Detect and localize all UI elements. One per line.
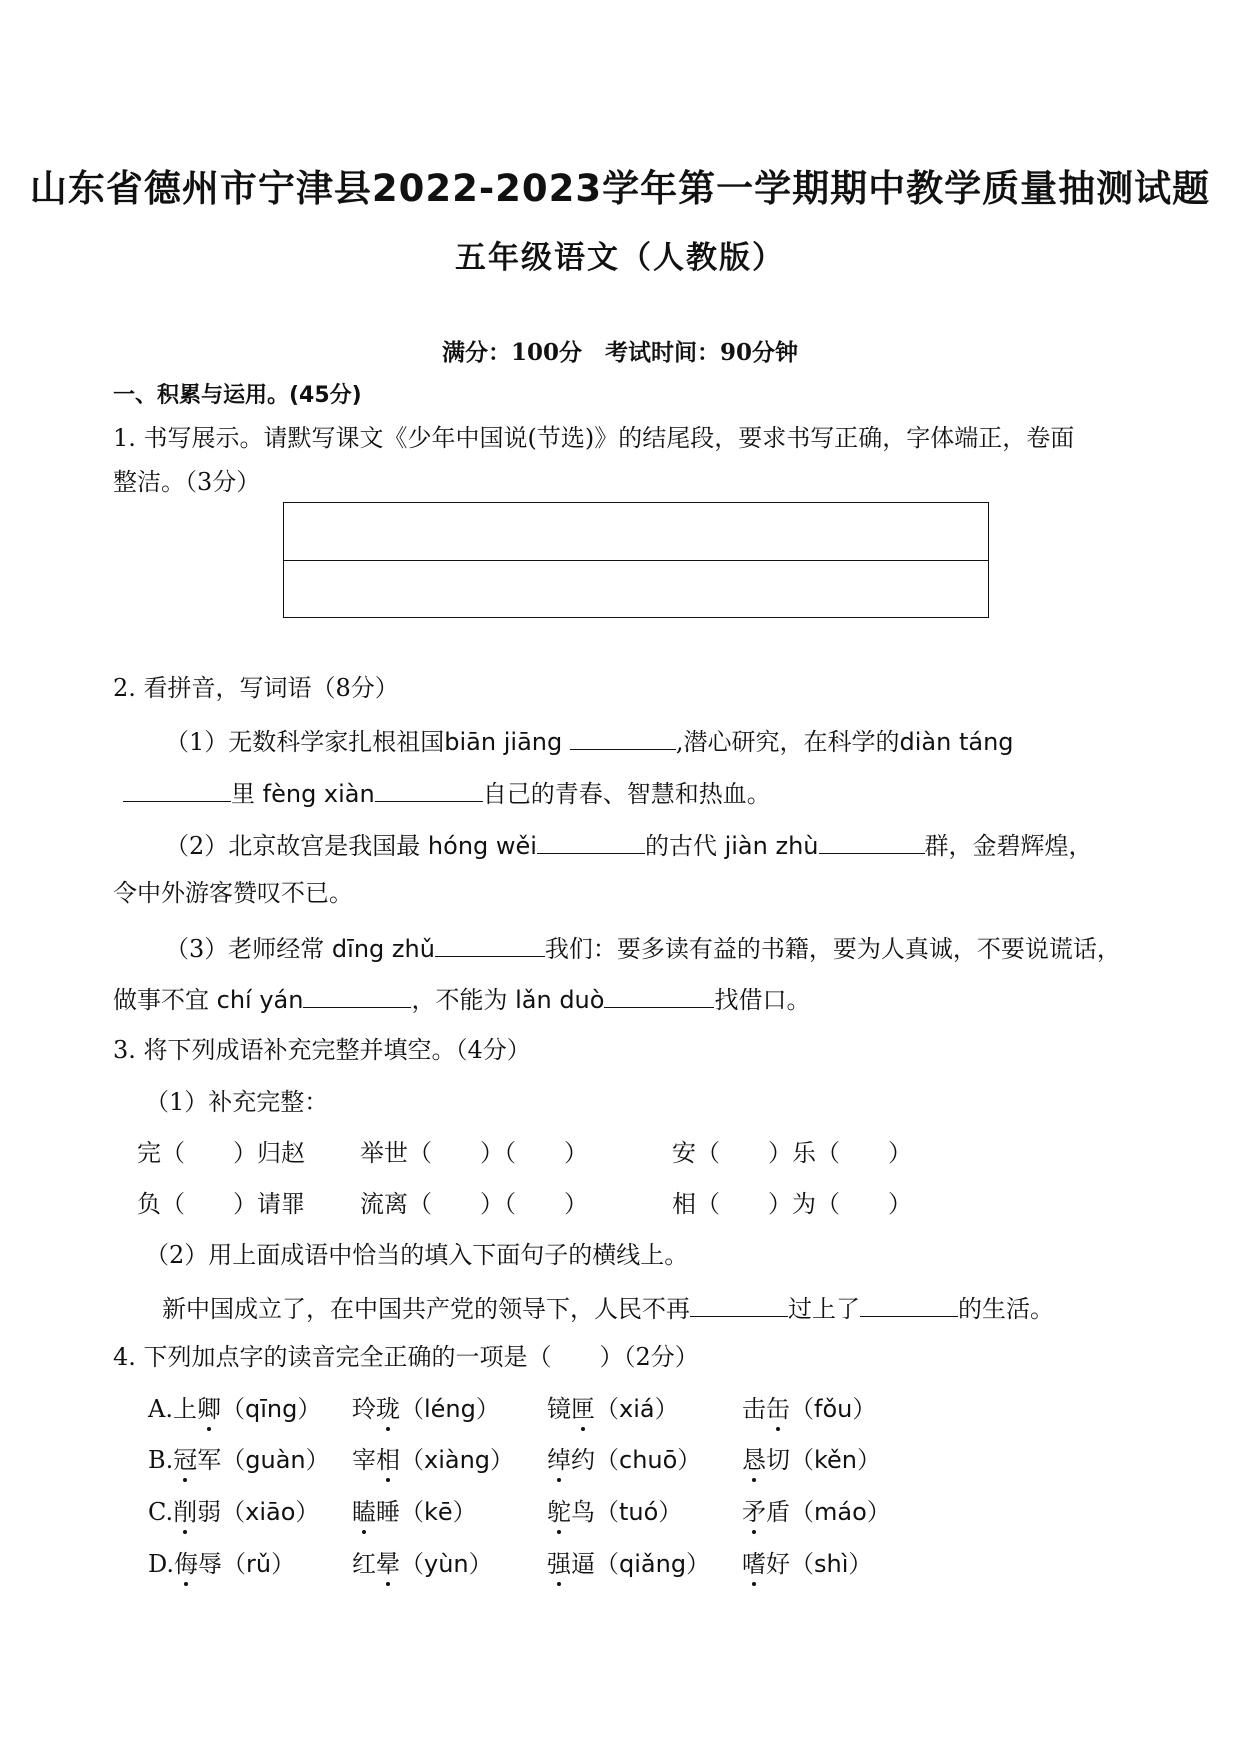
pinyin: （xiá） <box>595 1395 679 1423</box>
answer-blank[interactable] <box>690 1290 788 1317</box>
q1-line2: 整洁。（3分） <box>113 468 261 496</box>
q2-s2-line1 <box>165 827 1093 862</box>
q4-option-c-item <box>148 1496 319 1528</box>
text: 我们：要多读有益的书籍，要为人真诚，不要说谎话， <box>544 935 1121 963</box>
pinyin: （chuō） <box>595 1446 702 1474</box>
option-label[interactable]: D. <box>148 1550 175 1578</box>
word-char: 鸟 <box>571 1498 595 1526</box>
word-char: 逼 <box>571 1550 595 1578</box>
q4-option-b-item <box>547 1444 701 1476</box>
q4-option-d-item <box>148 1548 295 1580</box>
pinyin: （xiàng） <box>400 1446 515 1474</box>
text: （3）老师经常 <box>165 935 325 963</box>
q2-s3-line1 <box>165 930 1121 965</box>
q2-s3-line2 <box>113 981 810 1016</box>
word-char: 红 <box>352 1550 376 1578</box>
q4-option-a-item <box>547 1393 679 1425</box>
text: 做事不宜 <box>113 986 209 1014</box>
pinyin: dīng zhǔ <box>331 935 435 963</box>
word-char: 约 <box>571 1446 595 1474</box>
dotted-char: 卿 <box>196 1395 221 1423</box>
text: 群，金碧辉煌， <box>924 832 1093 860</box>
text: 过上了 <box>788 1295 860 1323</box>
q3-stem: 3. 将下列成语补充完整并填空。（4分） <box>113 1036 531 1064</box>
answer-blank[interactable] <box>570 723 676 750</box>
idiom-item: 相（ ）为（ ） <box>672 1190 912 1218</box>
dotted-char: 晕 <box>376 1550 400 1578</box>
word-char: 镜 <box>547 1395 571 1423</box>
word-char: 盾 <box>766 1498 790 1526</box>
q3-part1: （1）补充完整： <box>145 1088 329 1116</box>
dotted-char: 强 <box>547 1550 571 1578</box>
answer-blank[interactable] <box>435 930 545 957</box>
q4-option-c-item <box>352 1496 477 1528</box>
dotted-char: 矛 <box>742 1498 766 1526</box>
q4-option-b-item <box>352 1444 514 1476</box>
answer-blank[interactable] <box>123 775 231 802</box>
text: 自己的青春、智慧和热血。 <box>482 780 771 808</box>
idiom-item: 安（ ）乐（ ） <box>672 1139 912 1167</box>
q2-stem: 2. 看拼音，写词语（8分） <box>113 674 399 702</box>
dotted-char: 冠 <box>173 1446 198 1474</box>
q4-option-d-item <box>742 1548 872 1580</box>
exam-subtitle: 五年级语文（人教版） <box>455 240 785 276</box>
dotted-char: 缶 <box>766 1395 790 1423</box>
text: ,潜心研究，在科学的 <box>675 728 900 756</box>
q4-option-c-item <box>742 1496 891 1528</box>
q4-option-b-item <box>742 1444 881 1476</box>
pinyin: diàn táng <box>899 728 1014 756</box>
q2-s2-line2: 令中外游客赞叹不已。 <box>113 879 353 907</box>
text: （2）北京故宫是我国最 <box>165 832 421 860</box>
pinyin: biān jiāng <box>444 728 563 756</box>
word-char: 军 <box>197 1446 222 1474</box>
option-label[interactable]: A. <box>148 1395 173 1423</box>
answer-blank[interactable] <box>604 981 714 1008</box>
dotted-char: 瞌 <box>352 1498 376 1526</box>
q4-option-a-item <box>742 1393 876 1425</box>
dotted-char: 相 <box>376 1446 400 1474</box>
q4-option-d-item <box>352 1548 493 1580</box>
pinyin: lǎn duò <box>515 986 605 1014</box>
pinyin: （guàn） <box>221 1446 330 1474</box>
q4-option-a-item <box>148 1393 321 1425</box>
score-info: 满分：100分 考试时间：90分钟 <box>441 339 799 366</box>
dotted-char: 恳 <box>742 1446 766 1474</box>
q4-option-a-item <box>352 1393 500 1425</box>
pinyin: （kěn） <box>790 1446 882 1474</box>
word-char: 切 <box>766 1446 790 1474</box>
text: ，不能为 <box>411 986 508 1014</box>
answer-blank[interactable] <box>860 1290 958 1317</box>
pinyin: （rǔ） <box>222 1550 296 1578</box>
text: （1）无数科学家扎根祖国 <box>165 728 445 756</box>
dotted-char: 绰 <box>547 1446 571 1474</box>
text: 的生活。 <box>958 1295 1054 1323</box>
pinyin: （yùn） <box>400 1550 493 1578</box>
pinyin: （fǒu） <box>790 1395 877 1423</box>
idiom-item: 完（ ）归赵 <box>137 1139 305 1167</box>
answer-blank[interactable] <box>819 827 925 854</box>
pinyin: hóng wěi <box>427 832 537 860</box>
q3-sentence <box>162 1290 1054 1325</box>
pinyin: （kē） <box>400 1498 477 1526</box>
q4-option-c-item <box>547 1496 682 1528</box>
answer-blank[interactable] <box>537 827 645 854</box>
pinyin: （máo） <box>790 1498 891 1526</box>
text: 里 <box>231 780 255 808</box>
word-char: 玲 <box>352 1395 376 1423</box>
q1-line1: 1. 书写展示。请默写课文《少年中国说(节选)》的结尾段，要求书写正确，字体端正，卷面 <box>113 424 1075 452</box>
dotted-char: 鸵 <box>547 1498 571 1526</box>
pinyin: jiàn zhù <box>724 832 819 860</box>
pinyin: （léng） <box>400 1395 500 1423</box>
pinyin: chí yán <box>216 986 304 1014</box>
q4-option-d-item <box>547 1548 710 1580</box>
dotted-char: 削 <box>173 1498 198 1526</box>
q1-answer-box[interactable] <box>283 502 989 618</box>
word-char: 弱 <box>197 1498 222 1526</box>
word-char: 睡 <box>376 1498 400 1526</box>
q2-s1-line2 <box>123 775 771 810</box>
dotted-char: 嗜 <box>742 1550 766 1578</box>
q2-s1-line1 <box>165 723 1014 758</box>
idiom-item: 举世（ ）（ ） <box>360 1139 588 1167</box>
q4-option-b-item <box>148 1444 330 1476</box>
idiom-item: 流离（ ）（ ） <box>360 1190 588 1218</box>
answer-blank[interactable] <box>303 981 411 1008</box>
option-label[interactable]: B. <box>148 1446 174 1474</box>
text: 的古代 <box>644 832 717 860</box>
pinyin: （qiǎng） <box>595 1550 711 1578</box>
option-label[interactable]: C. <box>148 1498 174 1526</box>
q4-stem: 4. 下列加点字的读音完全正确的一项是（ ）（2分） <box>113 1343 699 1371</box>
pinyin: （tuó） <box>595 1498 683 1526</box>
answer-box-divider <box>284 560 988 561</box>
pinyin: （shì） <box>790 1550 873 1578</box>
word-char: 上 <box>172 1395 197 1423</box>
word-char: 击 <box>742 1395 766 1423</box>
dotted-char: 侮 <box>174 1550 199 1578</box>
word-char: 辱 <box>198 1550 223 1578</box>
text: 新中国成立了，在中国共产党的领导下，人民不再 <box>162 1295 690 1323</box>
dotted-char: 匣 <box>571 1395 595 1423</box>
text: 找借口。 <box>714 986 811 1014</box>
section-heading: 一、积累与运用。(45分) <box>113 383 362 408</box>
pinyin: fèng xiàn <box>262 780 375 808</box>
exam-title: 山东省德州市宁津县2022-2023学年第一学期期中教学质量抽测试题 <box>29 167 1211 210</box>
pinyin: （xiāo） <box>221 1498 320 1526</box>
dotted-char: 珑 <box>376 1395 400 1423</box>
answer-blank[interactable] <box>375 775 483 802</box>
q3-part2: （2）用上面成语中恰当的填入下面句子的横线上。 <box>145 1241 689 1269</box>
word-char: 宰 <box>352 1446 376 1474</box>
word-char: 好 <box>766 1550 790 1578</box>
idiom-item: 负（ ）请罪 <box>137 1190 305 1218</box>
pinyin: （qīng） <box>220 1395 322 1423</box>
